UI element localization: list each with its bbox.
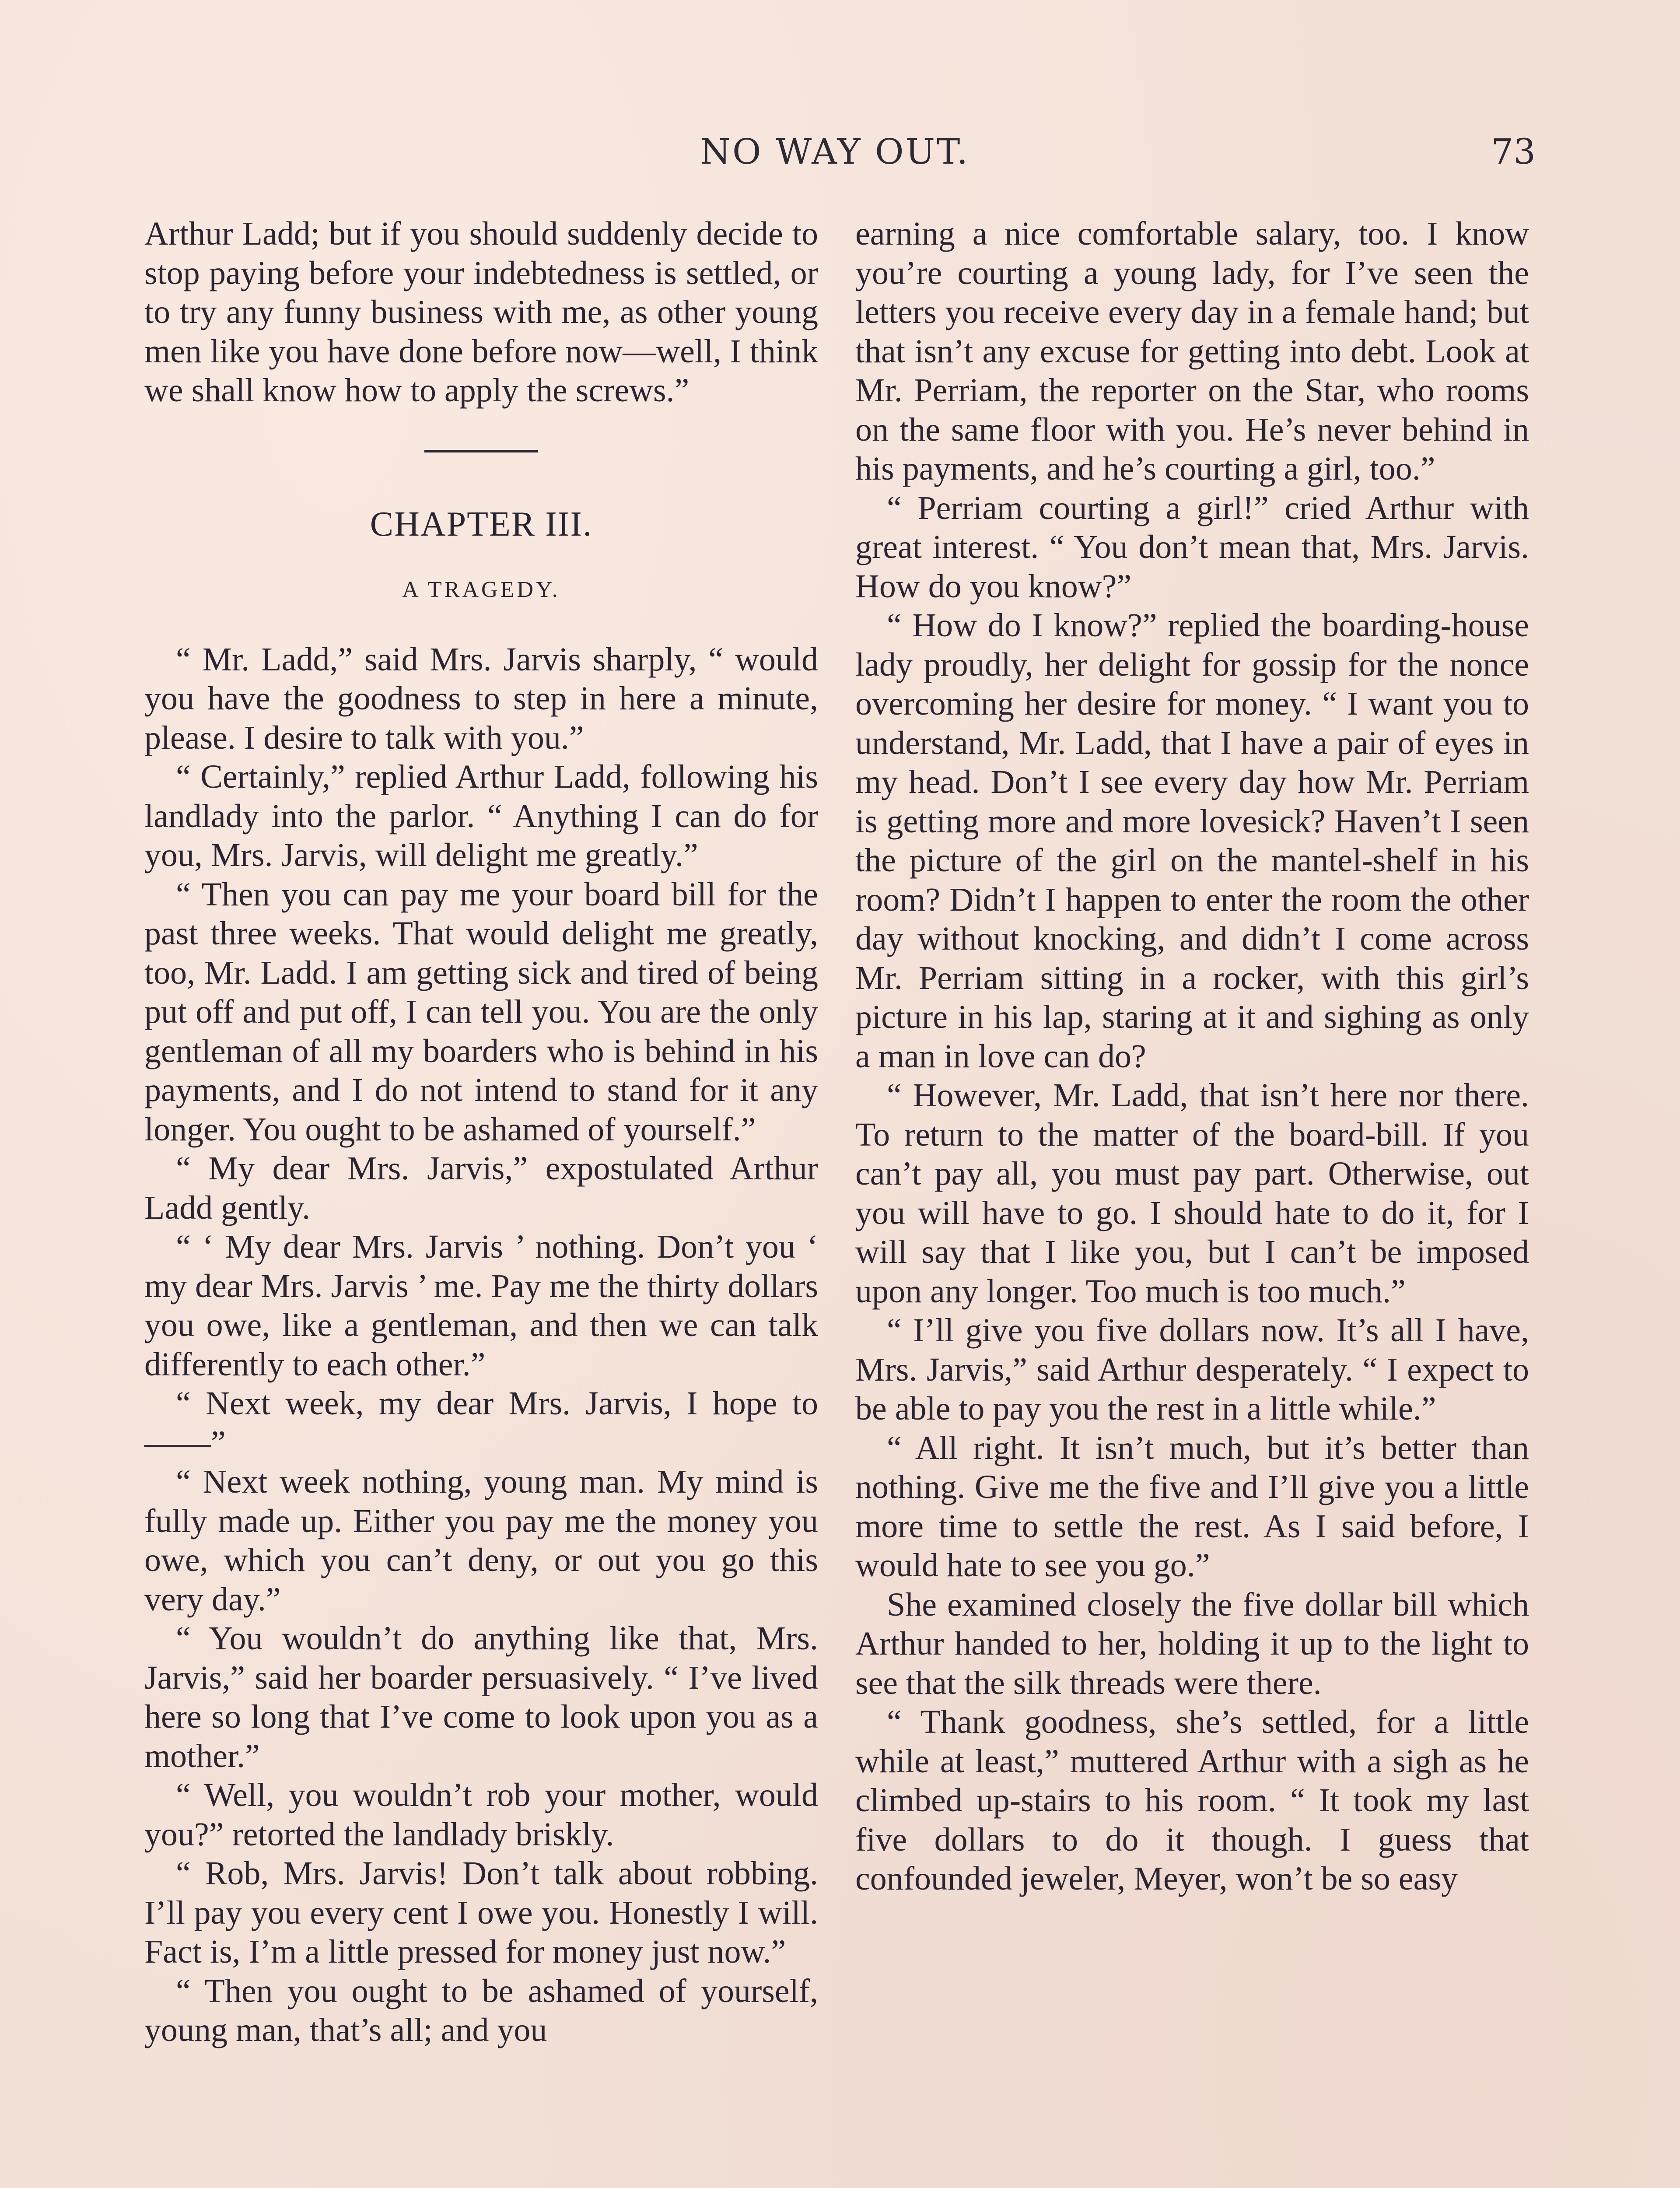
paragraph: “ However, Mr. Ladd, that isn’t here nor there. To return to the matter of the board-bill. If you can’t pay all, you must pay part. Otherwise, out you will have to go. I should hate to do it, for I will say that I like you, but I can’t be imposed upon any longer. Too much is too much.” xyxy=(855,1077,1529,1310)
paragraph: She examined closely the five dollar bill which Arthur handed to her, holding it up to the light to see that the silk threads were there. xyxy=(855,1586,1529,1701)
paragraph: “ Next week, my dear Mrs. Jarvis, I hope to——” xyxy=(144,1385,818,1461)
paragraph: “ How do I know?” replied the boarding-house lady proudly, her delight for gossip for the nonce overcoming her desire for money. “ I want you to understand, Mr. Ladd, that I have a pair of eyes in my head. Don’t I see every day how Mr. Perriam is getting more and more lovesick? Haven’t I seen the picture of the girl on the mantel-shelf in his room? Didn’t I happen to enter the room the other day without knocking, and didn’t I come across Mr. Perriam sitting in a rocker, with this girl’s picture in his lap, staring at it and sighing as only a man in love can do? xyxy=(855,607,1529,1075)
running-head-title: NO WAY OUT. xyxy=(700,131,970,172)
paragraph: “ Mr. Ladd,” said Mrs. Jarvis sharply, “ would you have the goodness to step in here a minute, please. I desire to talk with you.” xyxy=(144,641,818,756)
page-number: 73 xyxy=(1491,131,1536,172)
chapter-title: CHAPTER III. xyxy=(370,505,593,543)
paragraph: “ Rob, Mrs. Jarvis! Don’t talk about robbing. I’ll pay you every cent I owe you. Honestly I will. Fact is, I’m a little pressed for money just now.” xyxy=(144,1855,818,1970)
chapter-subtitle: A TRAGEDY. xyxy=(402,577,560,602)
paragraph: “ Thank goodness, she’s settled, for a little while at least,” muttered Arthur with a sigh as he climbed up-stairs to his room. “ It took my last five dollars to do it though. I guess that confounded jeweler, Meyer, won’t be so easy xyxy=(855,1704,1529,1897)
paragraph: “ My dear Mrs. Jarvis,” expostulated Arthur Ladd gently. xyxy=(144,1150,818,1226)
section-divider xyxy=(424,450,538,452)
paragraph: “ All right. It isn’t much, but it’s better than nothing. Give me the five and I’ll give you a little more time to settle the rest. As I said before, I would hate to see you go.” xyxy=(855,1429,1529,1584)
paragraph: “ Then you can pay me your board bill for the past three weeks. That would delight me greatly, too, Mr. Ladd. I am getting sick and tired of being put off and put off, I can tell you. You are the only gentleman of all my boarders who is behind in his payments, and I do not intend to stand for it any longer. You ought to be ashamed of yourself.” xyxy=(144,876,818,1148)
paragraph: “ Next week nothing, young man. My mind is fully made up. Either you pay me the money you owe, which you can’t deny, or out you go this very day.” xyxy=(144,1463,818,1618)
paragraph: “ Then you ought to be ashamed of yourself, young man, that’s all; and you xyxy=(144,1972,818,2048)
paragraph: “ I’ll give you five dollars now. It’s all I have, Mrs. Jarvis,” said Arthur desperately. “ I expect to be able to pay you the rest in a little while.” xyxy=(855,1312,1529,1427)
paragraph: “ You wouldn’t do anything like that, Mrs. Jarvis,” said her boarder persuasively. “ I’ve lived here so long that I’ve come to look upon you as a mother.” xyxy=(144,1620,818,1774)
paragraph: Arthur Ladd; but if you should suddenly decide to stop paying before your indebtedness is settled, or to try any funny business with me, as other young men like you have done before now—well, I think we shall know how to apply the screws.” xyxy=(144,215,818,409)
right-column xyxy=(855,214,1529,1899)
paragraph: “ Certainly,” replied Arthur Ladd, following his landlady into the parlor. “ Anything I can do for you, Mrs. Jarvis, will delight me greatly.” xyxy=(144,758,818,873)
paragraph: earning a nice comfortable salary, too. I know you’re courting a young lady, for I’ve seen the letters you receive every day in a female hand; but that isn’t any excuse for getting into debt. Look at Mr. Perriam, the reporter on the Star, who rooms on the same floor with you. He’s never behind in his payments, and he’s courting a girl, too.” xyxy=(855,215,1529,487)
left-column xyxy=(144,214,818,2050)
paragraph: “ Well, you wouldn’t rob your mother, would you?” retorted the landlady briskly. xyxy=(144,1777,818,1853)
paragraph: “ Perriam courting a girl!” cried Arthur with great interest. “ You don’t mean that, Mrs. Jarvis. How do you know?” xyxy=(855,489,1529,605)
paragraph: “ ‘ My dear Mrs. Jarvis ’ nothing. Don’t you ‘ my dear Mrs. Jarvis ’ me. Pay me the thirty dollars you owe, like a gentleman, and then we can talk differently to each other.” xyxy=(144,1228,818,1383)
